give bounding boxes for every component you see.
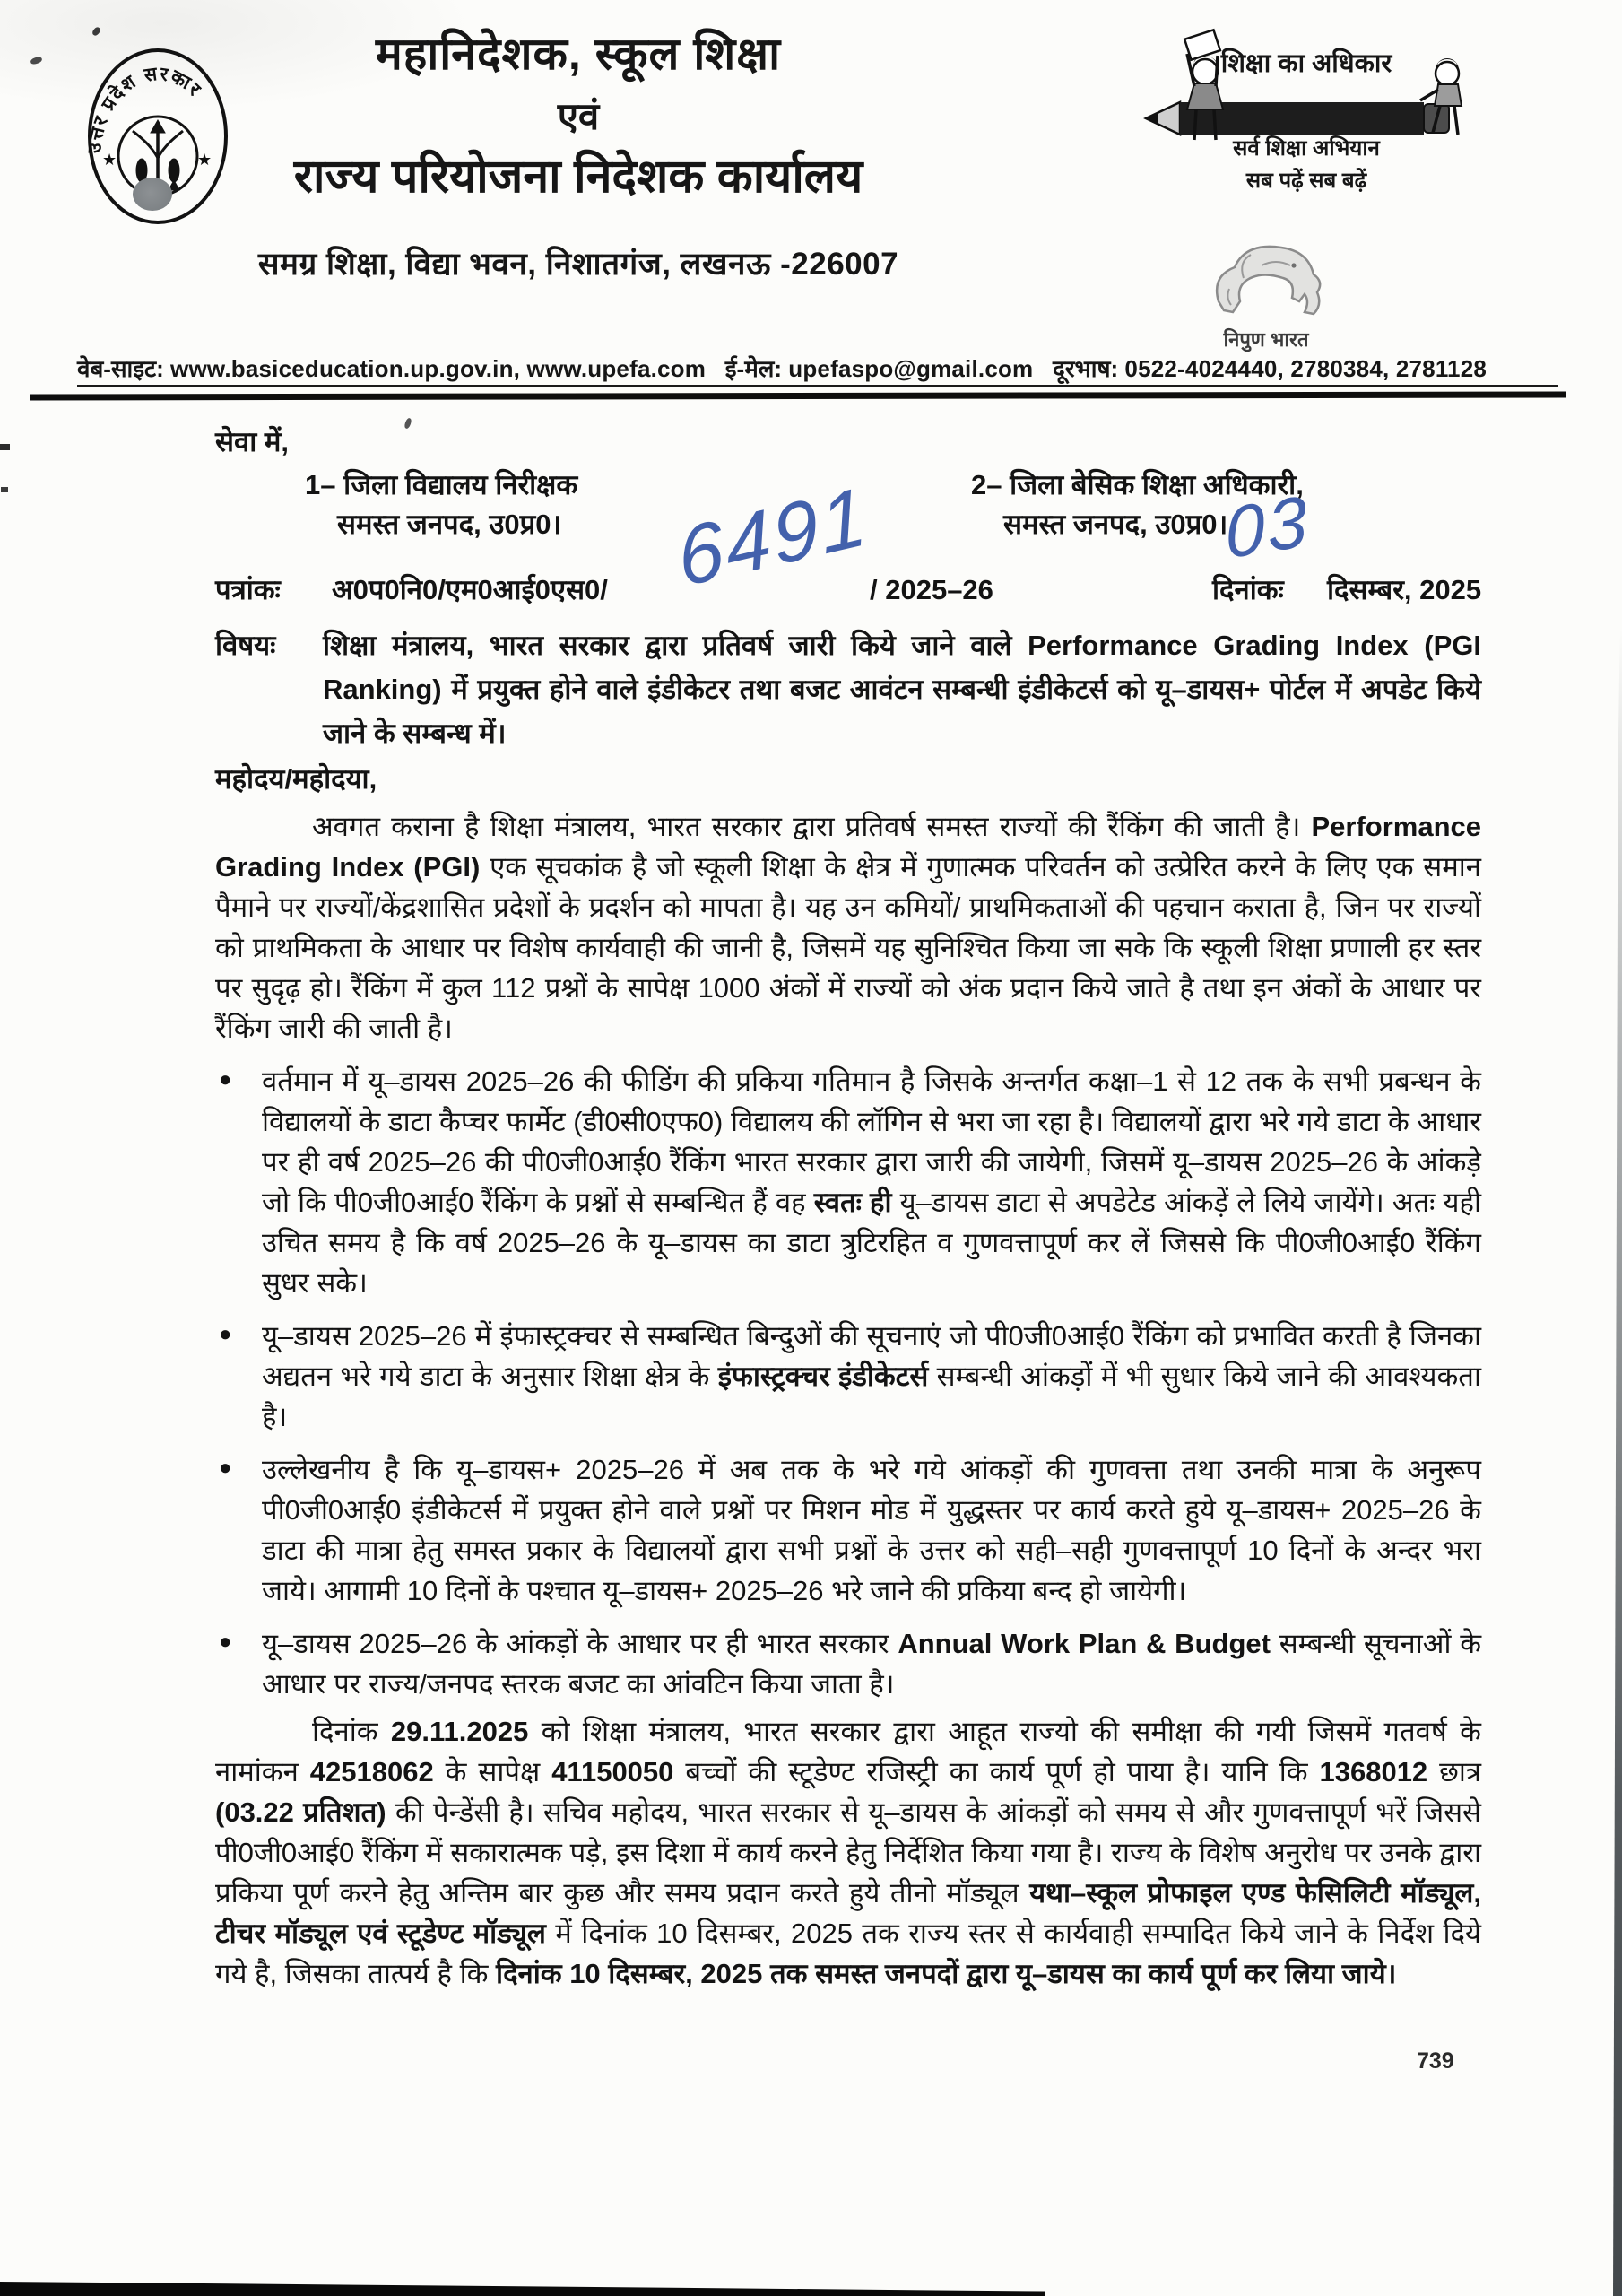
recipient-1-line1: [305, 465, 577, 505]
scan-speck: [91, 26, 102, 37]
scan-right-edge-shadow: [1613, 628, 1622, 2296]
to-heading: सेवा में,: [215, 426, 289, 457]
subject-text: [323, 630, 1481, 749]
page-number: 739: [1417, 2048, 1454, 2074]
emphasized-text: इंफास्ट्रक्चर इंडीकेटर्स: [717, 1361, 929, 1392]
seal-star-left: ★: [102, 151, 117, 169]
emphasized-text: 29.11.2025: [390, 1716, 529, 1747]
scan-bottom-edge-shadow: [0, 2282, 1045, 2296]
emphasized-text: (03.22 प्रतिशत): [215, 1796, 386, 1828]
scan-edge-mark: [1, 487, 8, 492]
recipient-2-number: 2–: [971, 469, 1002, 500]
website-value: www.basiceducation.up.gov.in, www.upefa.com: [170, 355, 707, 382]
scan-punch-hole-artifact: [133, 178, 172, 211]
rte-logo-subtitle2: सब पढ़ें सब बढ़ें: [1245, 169, 1367, 193]
ref-prefix: अ0प0नि0/एम0आई0एस0/: [332, 574, 608, 605]
bullet-dot-icon: ●: [219, 1456, 232, 1480]
elephant-sketch-illustration: [1199, 226, 1333, 319]
date-label: दिनांकः: [1212, 574, 1284, 605]
subject-label: विषयः: [215, 630, 276, 661]
header-rule-thin: [77, 385, 1558, 387]
body-text: बच्चों की स्टूडेण्ट रजिस्ट्री का कार्य पूर्ण हो पाया है। यानि कि: [673, 1756, 1320, 1787]
seal-text: उत्तर प्रदेश सरकार: [84, 63, 206, 154]
bullet-dot-icon: ●: [219, 1322, 232, 1346]
emphasized-text: Performance Grading Index (PGI): [215, 811, 1481, 883]
date-text: दिसम्बर, 2025: [1327, 574, 1482, 605]
body-text: यू–डायस 2025–26 में इंफास्ट्रक्चर से सम्बन्धित बिन्दुओं की सूचनाएं जो पी0जी0आई0 रैंकिंग को प्रभावित करती है जिनका अद्यतन भरे गये डाटा के अनुसार शिक्षा क्षेत्र के: [262, 1320, 1481, 1392]
header-rule-thick: [30, 392, 1566, 401]
paragraph: [215, 806, 1481, 1048]
bullet-item: [215, 1316, 1481, 1437]
handwritten-date-day: 03: [1223, 480, 1312, 574]
paragraph: [215, 1711, 1481, 1994]
emphasized-text: Annual Work Plan & Budget: [898, 1628, 1271, 1659]
seal-star-right: ★: [197, 151, 213, 169]
body-text: सम्बन्धी आंकड़ों में भी सुधार किये जाने की आवश्यकता है।: [262, 1361, 1482, 1432]
emphasized-text: 42518062: [309, 1756, 434, 1787]
body-text: में प्रयुक्त होने वाले इंडीकेटर तथा बजट आवंटन सम्बन्धी इंडीकेटर्स को यू–डायस+ पोर्टल में अपडेट किये जाने के सम्बन्ध में।: [323, 674, 1481, 749]
phone-value: 0522-4024440, 2780384, 2781128: [1124, 355, 1488, 382]
bullet-dot-icon: ●: [219, 1067, 232, 1091]
org-title-line2: एवं: [557, 95, 600, 137]
body-text: की पेन्डेंसी है। सचिव महोदय, भारत सरकार से यू–डायस के आंकड़ों को समय से और गुणवत्तापूर्ण भरें जिससे पी0जी0आई0 रैंकिंग में सकारात्मक पड़े, इस दिशा में कार्य करने हेतु निर्देशित किया गया है। राज्य के विशेष अनुरोध पर उनके द्वारा प्रकिया पूर्ण करने हेतु अन्तिम बार कुछ और समय प्रदान करते हुये तीनो मॉड्यूल: [215, 1796, 1481, 1909]
nipun-bharat-logo: [1194, 226, 1338, 352]
recipient-2-line2: समस्त जनपद, उ0प्र0।: [1003, 509, 1228, 540]
handwritten-ref-number: 6491: [672, 469, 874, 605]
scan-edge-mark: [0, 444, 10, 450]
office-address: समग्र शिक्षा, विद्या भवन, निशातगंज, लखनऊ -226007: [257, 247, 899, 282]
body-text: वर्तमान में यू–डायस 2025–26 की फीडिंग की प्रकिया गतिमान है जिसके अन्तर्गत कक्षा–1 से 12 तक के सभी प्रबन्धन के विद्यालयों के डाटा कैप्चर फार्मेट (डी0सी0एफ0) विद्यालय की लॉगिन से भरा जा रहा है। विद्यालयों द्वारा भरे गये डाटा के आधार पर ही वर्ष 2025–26 की पी0जी0आई0 रैंकिंग भारत सरकार द्वारा जारी की जायेगी, जिसमें यू–डायस 2025–26 के आंकड़े जो कि पी0जी0आई0 रैंकिंग के प्रश्नों से सम्बन्धित हैं वह: [262, 1065, 1481, 1218]
body-text: एक सूचकांक है जो स्कूली शिक्षा के क्षेत्र में गुणात्मक परिवर्तन को उत्प्रेरित करने के लिए एक समान पैमाने पर राज्यों/केंद्रशासित प्रदेशों के प्रदर्शन को मापता है। यह उन कमियों/ प्राथमिकताओं की पहचान कराता है, जिन पर राज्यों को प्राथमिकता के आधार पर विशेष कार्यवाही की जानी है, जिसमें यह सुनिश्चित किया जा सके कि स्कूली शिक्षा प्रणाली हर स्तर पर सुदृढ़ हो। रैंकिंग में कुल 112 प्रश्नों के सापेक्ष 1000 अंकों में राज्यों को अंक प्रदान किये जाते है तथा इन अंकों के आधार पर रैंकिंग जारी की जाती है।: [215, 851, 1481, 1044]
recipient-1: [305, 465, 577, 544]
emphasized-text: यथा–स्कूल प्रोफाइल एण्ड फेसिलिटी मॉड्यूल, टीचर मॉड्यूल एवं स्टूडेण्ट मॉड्यूल: [215, 1877, 1481, 1949]
email-value: upefaspo@gmail.com: [788, 355, 1034, 382]
phone-label: दूरभाष:: [1053, 355, 1119, 382]
ref-year: / 2025–26: [870, 574, 993, 605]
recipient-1-title: जिला विद्यालय निरीक्षक: [343, 469, 578, 500]
body-text: दिनांक: [312, 1716, 391, 1747]
bullet-item: [215, 1449, 1481, 1611]
body-text: उल्लेखनीय है कि यू–डायस+ 2025–26 में अब तक के भरे गये आंकड़ों की गुणवत्ता तथा उनकी मात्रा के अनुरूप पी0जी0आई0 इंडीकेटर्स में प्रयुक्त होने वाले प्रश्नों पर मिशन मोड में युद्धस्तर पर कार्य करते हुये यू–डायस+ 2025–26 के डाटा की मात्रा हेतु समस्त प्रकार के विद्यालयों द्वारा सभी प्रश्नों के उत्तर को सही–सही गुणवत्तापूर्ण 10 दिनों के अन्दर भरा जाये। आगामी 10 दिनों के पश्चात यू–डायस+ 2025–26 भरे जाने की प्रकिया बन्द हो जायेगी।: [262, 1454, 1481, 1606]
body-text: अवगत कराना है शिक्षा मंत्रालय, भारत सरकार द्वारा प्रतिवर्ष समस्त राज्यों की रैंकिंग की जाती है।: [312, 811, 1312, 842]
ref-label: पत्रांकः: [215, 574, 281, 605]
letter-content: [215, 422, 1481, 1994]
bullet-item: [215, 1061, 1481, 1303]
recipient-1-number: 1–: [305, 469, 336, 500]
letterhead: [224, 27, 932, 284]
body-text: में दिनांक 10 दिसम्बर, 2025 तक राज्य स्तर से कार्यवाही सम्पादित किये जाने के निर्देश दिये गये है, जिसका तात्पर्य है कि: [215, 1918, 1481, 1989]
body-text: को शिक्षा मंत्रालय, भारत सरकार द्वारा आहूत राज्यो की समीक्षा की गयी जिसमें गतवर्ष के नामांकन: [215, 1716, 1481, 1787]
body-text: छात्र: [1427, 1756, 1481, 1787]
body-text: यू–डायस 2025–26 के आंकड़ों के आधार पर ही भारत सरकार: [262, 1628, 898, 1659]
contact-line: [77, 352, 1488, 384]
emphasized-text: Performance Grading Index (PGI Ranking): [323, 630, 1481, 705]
body-text: सम्बन्धी सूचनाओं के आधार पर राज्य/जनपद स्तरक बजट का आंवटिन किया जाता है।: [262, 1628, 1482, 1700]
email-label: ई-मेल:: [724, 355, 783, 382]
greeting: महोदय/महोदया,: [215, 763, 377, 795]
recipient-1-line2: समस्त जनपद, उ0प्र0।: [337, 509, 562, 540]
body-text: के सापेक्ष: [433, 1756, 552, 1787]
bullet-item: [215, 1623, 1481, 1704]
emphasized-text: 1368012: [1319, 1756, 1428, 1787]
body-text: यू–डायस डाटा से अपडेटेड आंकड़ें ले लिये जायेंगे। अतः यही उचित समय है कि वर्ष 2025–26 के यू–डायस का डाटा त्रुटिरहित व गुणवत्तापूर्ण कर लें जिससे कि पी0जी0आई0 रैंकिंग सुधर सके।: [262, 1187, 1481, 1299]
org-title-line3: राज्य परियोजना निदेशक कार्यालय: [293, 151, 863, 203]
emphasized-text: 41150050: [551, 1756, 674, 1787]
rte-logo-subtitle1: सर्व शिक्षा अभियान: [1233, 136, 1380, 161]
body-text: शिक्षा मंत्रालय, भारत सरकार द्वारा प्रतिवर्ष जारी किये जाने वाले: [323, 630, 1028, 661]
recipient-2-title: जिला बेसिक शिक्षा अधिकारी,: [1010, 469, 1304, 500]
rte-logo-block: [1132, 23, 1479, 198]
subject-row: [215, 623, 1481, 755]
letter-body: [215, 806, 1481, 1994]
emphasized-text: स्वतः ही: [813, 1187, 892, 1218]
website-label: वेब-साइट:: [77, 355, 164, 382]
bullet-dot-icon: ●: [219, 1630, 232, 1654]
org-title-line1: महानिदेशक, स्कूल शिक्षा: [375, 29, 782, 79]
emphasized-text: दिनांक 10 दिसम्बर, 2025 तक समस्त जनपदों द्वारा यू–डायस का कार्य पूर्ण कर लिया जाये।: [496, 1958, 1397, 1989]
nipun-bharat-label: निपुण भारत: [1223, 328, 1309, 351]
rte-logo-title: शिक्षा का अधिकार: [1220, 49, 1392, 78]
scan-speck: [30, 56, 43, 65]
